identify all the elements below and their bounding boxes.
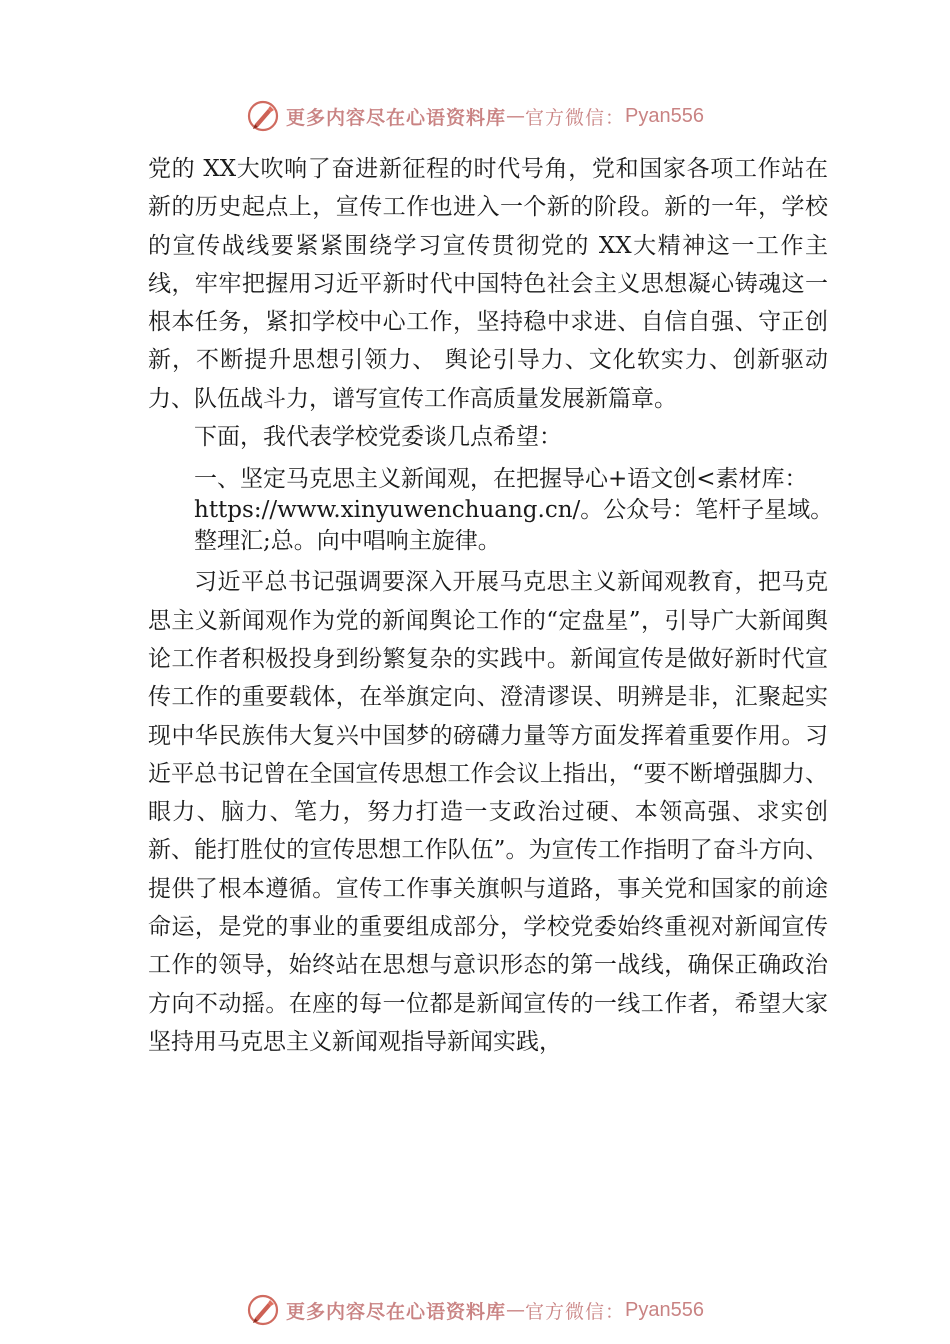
body-paragraph-1: 党的 XX大吹响了奋进新征程的时代号角，党和国家各项工作站在新的历史起点上，宣传工作也进入一个新的阶段。新的一年，学校的宣传战线要紧紧围绕学习宣传贯彻党的 XX大精神这一工作主线，牢牢把握用习近平新时代中国特色社会主义思想凝心铸魂这一根本任务，紧扣学校中心工作，坚持稳中求进、自信自强、守正创新，不断提升思想引领力、 舆论引导力、文化软实力、创新驱动力、队伍战斗力，谱写宣传工作高质量发展新篇章。 bbox=[148, 156, 828, 412]
footer-wechat-label: 官方微信： bbox=[525, 1300, 626, 1323]
header-wechat-id: Pyan556 bbox=[625, 104, 704, 127]
header-brand-text: 更多内容尽在心语资料库 bbox=[286, 106, 507, 129]
footer-separator: — bbox=[506, 1299, 526, 1321]
document-body bbox=[148, 150, 834, 1061]
header-watermark bbox=[0, 96, 950, 136]
footer-wechat-id: Pyan556 bbox=[625, 1298, 704, 1321]
footer-brand-text: 更多内容尽在心语资料库 bbox=[286, 1300, 507, 1323]
body-paragraph-3: 习近平总书记强调要深入开展马克思主义新闻观教育，把马克思主义新闻观作为党的新闻舆论工作的“定盘星”，引导广大新闻舆论工作者积极投身到纷繁复杂的实践中。新闻宣传是做好新时代宣传工作的重要载体，在举旗定向、澄清谬误、明辨是非，汇聚起实现中华民族伟大复兴中国梦的磅礴力量等方面发挥着重要作用。习近平总书记曾在全国宣传思想工作会议上指出，“要不断增强脚力、眼力、脑力、笔力，努力打造一支政治过硬、本领高强、求实创新、能打胜仗的宣传思想工作队伍”。为宣传工作指明了奋斗方向、提供了根本遵循。宣传工作事关旗帜与道路，事关党和国家的前途命运，是党的事业的重要组成部分，学校党委始终重视对新闻宣传工作的领导，始终站在思想与意识形态的第一战线，确保正确政治方向不动摇。在座的每一位都是新闻宣传的一线工作者，希望大家坚持用马克思主义新闻观指导新闻实践， bbox=[148, 569, 828, 1055]
section-heading-line-2: https://www.xinyuwenchuang.cn/。公众号：笔杆子星域。 bbox=[194, 497, 834, 524]
pen-logo-icon bbox=[246, 99, 280, 133]
header-wechat-label: 官方微信： bbox=[525, 106, 626, 129]
footer-watermark bbox=[0, 1290, 950, 1330]
body-paragraph-2: 下面，我代表学校党委谈几点希望： bbox=[194, 424, 562, 451]
header-separator: — bbox=[506, 105, 526, 127]
section-heading-line-3: 整理汇;总。向中唱响主旋律。 bbox=[194, 528, 501, 555]
pen-logo-icon bbox=[246, 1293, 280, 1327]
section-heading-line-1: 一、坚定马克思主义新闻观，在把握导心+语文创<素材库： bbox=[194, 466, 808, 493]
section-heading bbox=[148, 464, 834, 557]
